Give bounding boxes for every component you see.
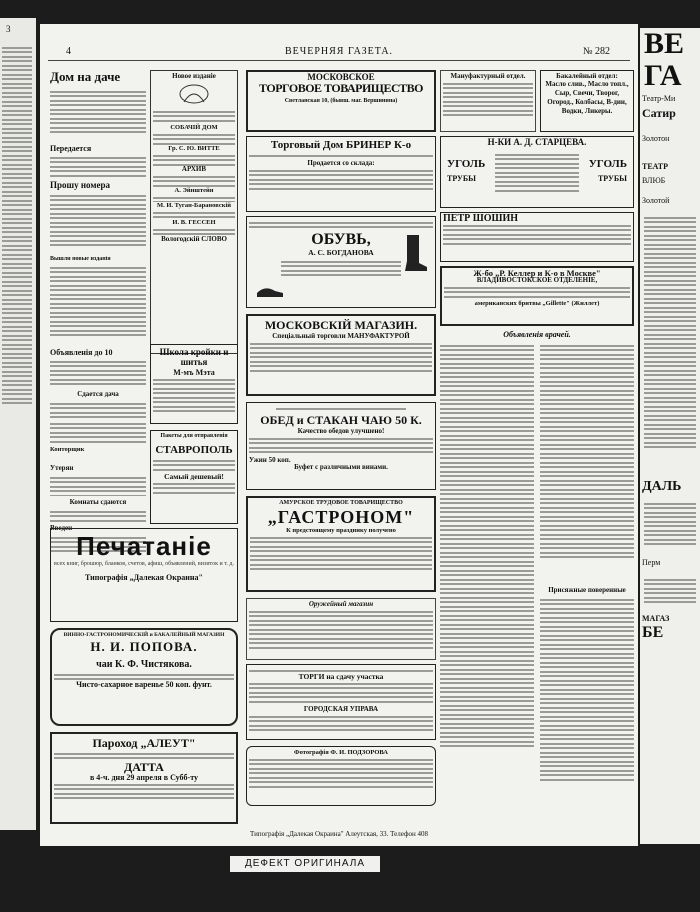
page-number: 4 [66,46,71,57]
briner-sub: Продается со склада: [307,159,375,167]
moskovskiy-magazin-ad [246,314,436,396]
classified-text [50,508,146,522]
aleut-datta: ДАТТА [124,760,164,774]
startseva-truby-right: ТРУБЫ [597,174,627,183]
aleut-text [54,750,234,760]
bakaleyny-list: Масло слив., Масло топл., Сыр, Свечи, Творог, Огород., Колбасы, В-дин, Водки, Ликеры. [545,80,629,115]
obed-title: ОБЕД и СТАКАН ЧАЮ 50 К. [260,413,422,427]
classified-poteryan: Утерян [50,464,74,472]
oruzhie-text [249,608,433,656]
startseva-ugol: УГОЛЬ [447,158,486,170]
obed-bufet: Буфет с различными винами. [294,463,388,471]
moskovskiy-text [250,340,432,378]
popova-text [54,671,234,681]
startseva-text [495,151,579,201]
manufakturny-text [443,80,533,128]
gastronom-title: „ГАСТРОНОМ" [267,507,415,527]
lawyers-title: Присяжные поверенные [548,586,626,594]
gastronom-amur: АМУРСКОЕ ТРУДОВОЕ ТОВАРИЩЕСТВО [279,500,403,506]
classified-peredaetsya: Передается [50,144,92,153]
shoshin-text [443,222,631,252]
oruzhie-ad [246,598,436,660]
classified-text [50,88,146,138]
moskovskoe-title: МОСКОВСКОЕ [307,72,375,82]
books-text [153,152,235,166]
aleut-title: Пароход „АЛЕУТ" [92,736,196,750]
doctors-title: Объявленія врачей. [503,330,571,339]
books-sobachiy-dom: СОБАЧІЙ ДОМ [170,124,218,131]
next-page-masthead-2: ГА [644,59,682,92]
pechatanie-title: Печатаніе [76,531,212,561]
next-page-masthead: ВЕ [644,28,685,60]
stavropol-text [153,457,235,473]
keller-ad [440,266,634,326]
books-text [153,131,235,145]
classified-text [50,400,146,418]
startseva-title: Н-КИ А. Д. СТАРЦЕВА. [487,137,587,147]
moskovskiy-manufaktura: Спеціальный торговли МАНУФАКТУРОЙ [272,332,410,340]
popova-ad [50,628,238,726]
next-page-label: ДАЛЬ [642,479,682,494]
popova-title: Н. И. ПОПОВА. [90,639,198,654]
fotograf-text [249,756,433,796]
aleut-text [54,781,234,803]
oruzhie-title: Оружейный магазин [308,600,374,608]
classified-proshu-nomera: Прошу номера [50,180,110,190]
startseva-truby: ТРУБЫ [447,174,477,183]
sewing-school-title: Школа кройки и шитья [159,347,229,367]
previous-page-strip [0,18,36,830]
next-page-label: ВЛЮБ [642,176,666,185]
sewing-school-ad [150,344,238,424]
next-page-label: Золотой [642,196,670,205]
moskovskoe-ad [246,70,436,132]
classified-text [50,264,146,344]
next-page-strip [640,28,700,844]
moskovskiy-title: МОСКОВСКІЙ МАГАЗИН. [264,318,418,332]
classified-text [50,358,146,388]
shoshin-ad [440,212,634,262]
stavropol-intro: Пакеты для отправленія [160,433,228,439]
obed-sub: Качество обедов улучшено! [297,427,385,435]
next-page-text [644,214,696,474]
books-text [153,173,235,187]
obed-text [249,435,433,457]
fotograf-title: Фотографія Ф. И. ПОДЗОРОВА [293,749,389,756]
startseva-ugol-right: УГОЛЬ [588,158,627,170]
aleut-dates: в 4-ч. дня 29 апреля в Субб-ту [89,773,199,782]
classified-kontorshchik: Конторщик [50,446,85,453]
manufakturny-ad [440,70,536,132]
sewing-school-text [153,376,235,416]
books-slovo: Вологодскій СЛОВО [161,235,227,243]
doctors-section [440,330,634,339]
stavropol-text [153,480,235,496]
obuv-title: ОБУВЬ, [311,231,371,248]
pechatanie-ad [50,528,238,622]
uprava-text [249,713,433,731]
obuv-text [281,258,401,284]
torgi-title: ТОРГИ на сдачу участка [298,672,384,681]
pechatanie-sub: всех книг, брошюр, бланков, счетов, афиш, объявлений, визиток и т. д. [54,561,234,567]
keller-title: Ж-бо „Р. Келлер и К-о в Москве" [473,268,601,278]
popova-header: ВИННО-ГАСТРОНОМИЧЕСКІЙ и БАКАЛЕЙНЫЙ МАГАЗИН [63,632,225,638]
books-gessen: И. В. ГЕССЕН [172,219,216,226]
bakaleyny-title: Бакалейный отдел: [556,72,618,80]
torgi-text [249,667,433,673]
next-page-text [644,576,696,606]
books-text [153,194,235,202]
issue-number: № 282 [582,46,610,57]
next-page-label: Театр-Ми [642,94,676,103]
books-arkhiv: АРХИВ [181,165,207,173]
keller-text [444,284,630,300]
keller-gillette: американских бритвы „Gillette" (Жиллет) [474,300,600,307]
manufakturny-title: Мануфактурный отдел. [450,72,526,80]
gastronom-text [250,534,432,576]
next-page-label: Золотон [642,134,670,143]
briner-title: Торговый Дом БРИНЕР К-о [270,139,412,151]
moskovskoe-address: Светланская 10, (бывш. маг. Вершинина) [284,98,398,104]
classified-vyshli: Вышли новые изданія [50,256,111,262]
next-page-label: ТЕАТР [642,162,668,171]
pechatanie-typography: Типографія „Далекая Окраина" [85,573,203,582]
books-text [153,108,235,122]
classified-text [50,154,146,178]
torgi-text [249,680,433,706]
next-page-label: Перм [642,558,661,567]
aleut-ad [50,732,238,824]
fotograf-ad [246,746,436,806]
keller-vladivostok: ВЛАДИВОСТОКСКОЕ ОТДЕЛЕНІЕ, [476,276,598,284]
books-text [153,209,235,219]
lawyers-column [540,596,634,802]
stavropol-sub: Самый дешевый! [164,472,224,481]
header-rule [48,60,630,61]
classified-vvedeny: Введен [50,524,73,532]
popova-chai: чаи К. Ф. Чистякова. [96,659,192,670]
books-witte: Гр. С. Ю. ВИТТЕ [168,145,220,152]
obed-text [276,405,406,413]
moskovskoe-torgovoe: ТОРГОВОЕ ТОВАРИЩЕСТВО [259,81,423,95]
books-ad [150,70,238,354]
obed-ad [246,402,436,490]
gastronom-ad [246,496,436,592]
next-page-text [644,500,696,550]
stavropol-ad [150,430,238,524]
obuv-text [249,219,433,231]
books-tugan: М. И. Туган-Барановскій [156,202,232,209]
previous-page-text [2,44,32,814]
classified-komnaty: Комнаты сдаются [69,498,127,506]
gastronom-sub: К предстоящему празднику получено [286,527,396,534]
newspaper-page [40,24,638,846]
shoshin-title: ПЕТР ШОШИН [443,213,519,224]
bakaleyny-ad [540,70,634,132]
sewing-school-name: М-мъ Мэта [173,368,215,377]
defect-label: ДЕФЕКТ ОРИГИНАЛА [230,856,380,872]
figure-illustration-icon [174,82,214,106]
classified-sdaetsya-dacha: Сдается дача [77,390,119,398]
next-page-label: МАГАЗ [642,614,670,623]
popova-varenye: Чисто-сахарное варенье 50 коп. фунт. [76,680,212,689]
classified-obyavleniya: Объявленія до 10 [50,348,113,357]
obed-uzhin: Ужин 50 коп. [249,456,291,464]
page-header [48,46,630,60]
classified-text [50,192,146,252]
torgi-ad [246,664,436,740]
next-page-label: Сатир [642,106,676,120]
classified-dom-na-dache: Дом на даче [50,70,121,84]
briner-text [249,167,433,195]
doctors-column-right [540,342,634,582]
classified-text [50,420,146,446]
classified-text [50,474,146,496]
briner-text [249,152,433,160]
doctors-column-left [440,342,534,802]
briner-ad [246,136,436,212]
stavropol-title: СТАВРОПОЛЬ [155,444,233,456]
books-new-edition: Новое изданіе [172,72,216,80]
books-text [153,226,235,236]
newspaper-title: ВЕЧЕРНЯЯ ГАЗЕТА. [284,46,394,57]
obuv-bogdanova: А. С. БОГДАНОВА [308,248,374,257]
startseva-ad [440,136,634,208]
uprava-title: ГОРОДСКАЯ УПРАВА [303,705,379,713]
shoe-icon [255,281,285,301]
previous-page-number: 3 [6,24,11,34]
obuv-ad [246,216,436,308]
books-zeitlin: А. Эйнштейн [174,187,214,194]
next-page-label: БЕ [642,624,664,641]
page-footer: Типографія „Далекая Окраина" Алеутская, 33. Телефон 408 [249,830,428,838]
boot-icon [399,233,429,273]
